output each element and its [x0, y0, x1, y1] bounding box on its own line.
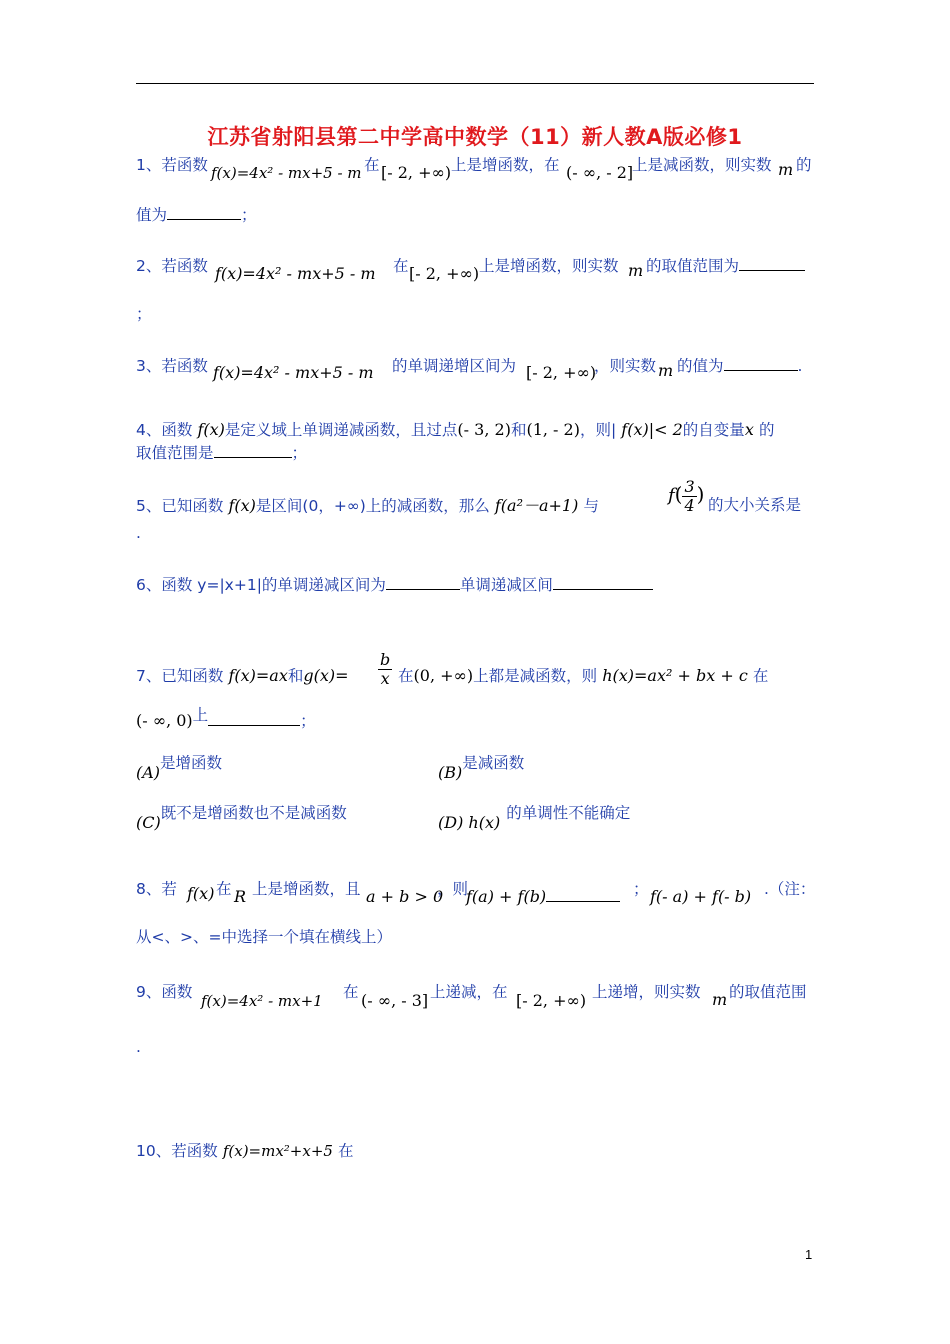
q8-R: R [234, 887, 247, 906]
answer-blank[interactable] [214, 443, 292, 458]
question-3: 3、若函数 [136, 357, 208, 375]
q1-in: 在 [364, 156, 380, 174]
q5-end: 的大小关系是 [708, 496, 802, 514]
answer-blank[interactable] [386, 575, 460, 590]
q2-func: f(x)=4x² - mx+5 - m [215, 264, 376, 283]
q8-semicolon: ； [633, 880, 649, 898]
option-c[interactable]: (C)既不是增函数也不是减函数 [136, 804, 347, 832]
q8-expr1: f(a) + f(b) [466, 887, 620, 906]
q7-fraction: $\frac{b}{x}$ [380, 650, 391, 688]
page-title: 江苏省射阳县第二中学高中数学（11）新人教A版必修1 [207, 125, 743, 149]
q1-line2: 值为 ； [136, 206, 257, 224]
q1-interval2: (- ∞, - 2] [566, 163, 634, 182]
q9-mid: 上递减，在 [430, 983, 508, 1001]
q2-line2: ； [136, 305, 152, 323]
q5-fraction-expr: f( $\frac{3}{4}$ ) [668, 477, 705, 515]
question-10: 10、若函数 f(x)=mx²+x+5 在 [136, 1142, 354, 1160]
q3-func: f(x)=4x² - mx+5 - m [213, 363, 374, 382]
answer-blank[interactable] [546, 887, 620, 902]
answer-blank[interactable] [739, 256, 805, 271]
question-7: 7、已知函数 f(x)=ax和g(x)= [136, 666, 349, 685]
fraction: $\frac{3}{4}$ [684, 477, 695, 515]
q9-var: m [712, 990, 728, 1009]
q7-line2: (- ∞, 0)上 ； [136, 706, 316, 730]
question-5: 5、已知函数 f(x)是区间(0，+∞)上的减函数，那么 f(a²－a+1) 与 [136, 496, 599, 515]
answer-blank[interactable] [208, 711, 300, 726]
answer-blank[interactable] [724, 356, 798, 371]
page-number: 1 [805, 1247, 813, 1262]
q3-var: m [658, 361, 674, 380]
q9-interval2: [- 2, +∞) [516, 991, 587, 1010]
q9-interval1: (- ∞, - 3] [361, 991, 429, 1010]
question-6: 6、函数 y=|x+1|的单调递减区间为 单调递减区间 [136, 573, 653, 595]
q9-tail: 上递增，则实数 [592, 983, 701, 1001]
q1-interval1: [- 2, +∞) [381, 163, 452, 182]
option-a[interactable]: (A)是增函数 [136, 754, 223, 782]
q8-note: .（注： [764, 880, 816, 898]
q3-interval: [- 2, +∞) [526, 363, 597, 382]
q1-end: 的 [796, 156, 812, 174]
q2-interval: [- 2, +∞) [409, 264, 480, 283]
q1-func: f(x)=4x² - mx+5 - m [211, 164, 362, 182]
q9-in: 在 [343, 983, 359, 1001]
q2-tail: 上是增函数，则实数 [479, 257, 619, 275]
q8-expr2: f(- a) + f(- b) [650, 887, 752, 906]
q8-line2: 从<、>、=中选择一个填在横线上） [136, 928, 392, 946]
answer-blank[interactable] [167, 205, 241, 220]
option-b[interactable]: (B)是减函数 [438, 754, 525, 782]
question-8: 8、若 [136, 880, 177, 898]
q9-func: f(x)=4x² - mx+1 [201, 992, 323, 1010]
q2-end: 的取值范围为 [646, 254, 805, 276]
q9-line2: . [136, 1038, 141, 1056]
q5-line2: . [136, 524, 141, 542]
q1-var: m [778, 160, 794, 179]
q2-in: 在 [393, 257, 409, 275]
q3-end: 的值为 . [677, 357, 803, 375]
q1-mid: 上是增函数，在 [451, 156, 560, 174]
q8-then: ，则 [437, 880, 469, 898]
q2-var: m [628, 261, 644, 280]
q8-in: 在 [216, 880, 232, 898]
question-1: 1、若函数 [136, 156, 208, 174]
header-rule [136, 83, 814, 84]
question-9: 9、函数 [136, 983, 193, 1001]
option-d[interactable]: (D) h(x) 的单调性不能确定 [438, 804, 631, 832]
q8-func: f(x) [187, 884, 215, 903]
q8-cond: a + b > 0 [366, 887, 444, 906]
q7-rest: 在(0, +∞)上都是减函数，则 h(x)=ax² + bx + c 在 [398, 666, 769, 685]
q1-tail: 上是减函数，则实数 [632, 156, 772, 174]
q9-end: 的取值范围 [729, 983, 807, 1001]
answer-blank[interactable] [553, 575, 653, 590]
q8-text1: 上是增函数，且 [252, 880, 361, 898]
q3-mid: 的单调递增区间为 [392, 357, 517, 375]
q3-tail: ，则实数 [594, 357, 657, 375]
question-2: 2、若函数 [136, 257, 208, 275]
question-4: 4、函数 f(x)是定义域上单调递减函数，且过点(- 3, 2)和(1, - 2)，则| f(x)|< 2的自变量x 的 [136, 420, 775, 439]
q4-line2: 取值范围是 ； [136, 444, 308, 462]
